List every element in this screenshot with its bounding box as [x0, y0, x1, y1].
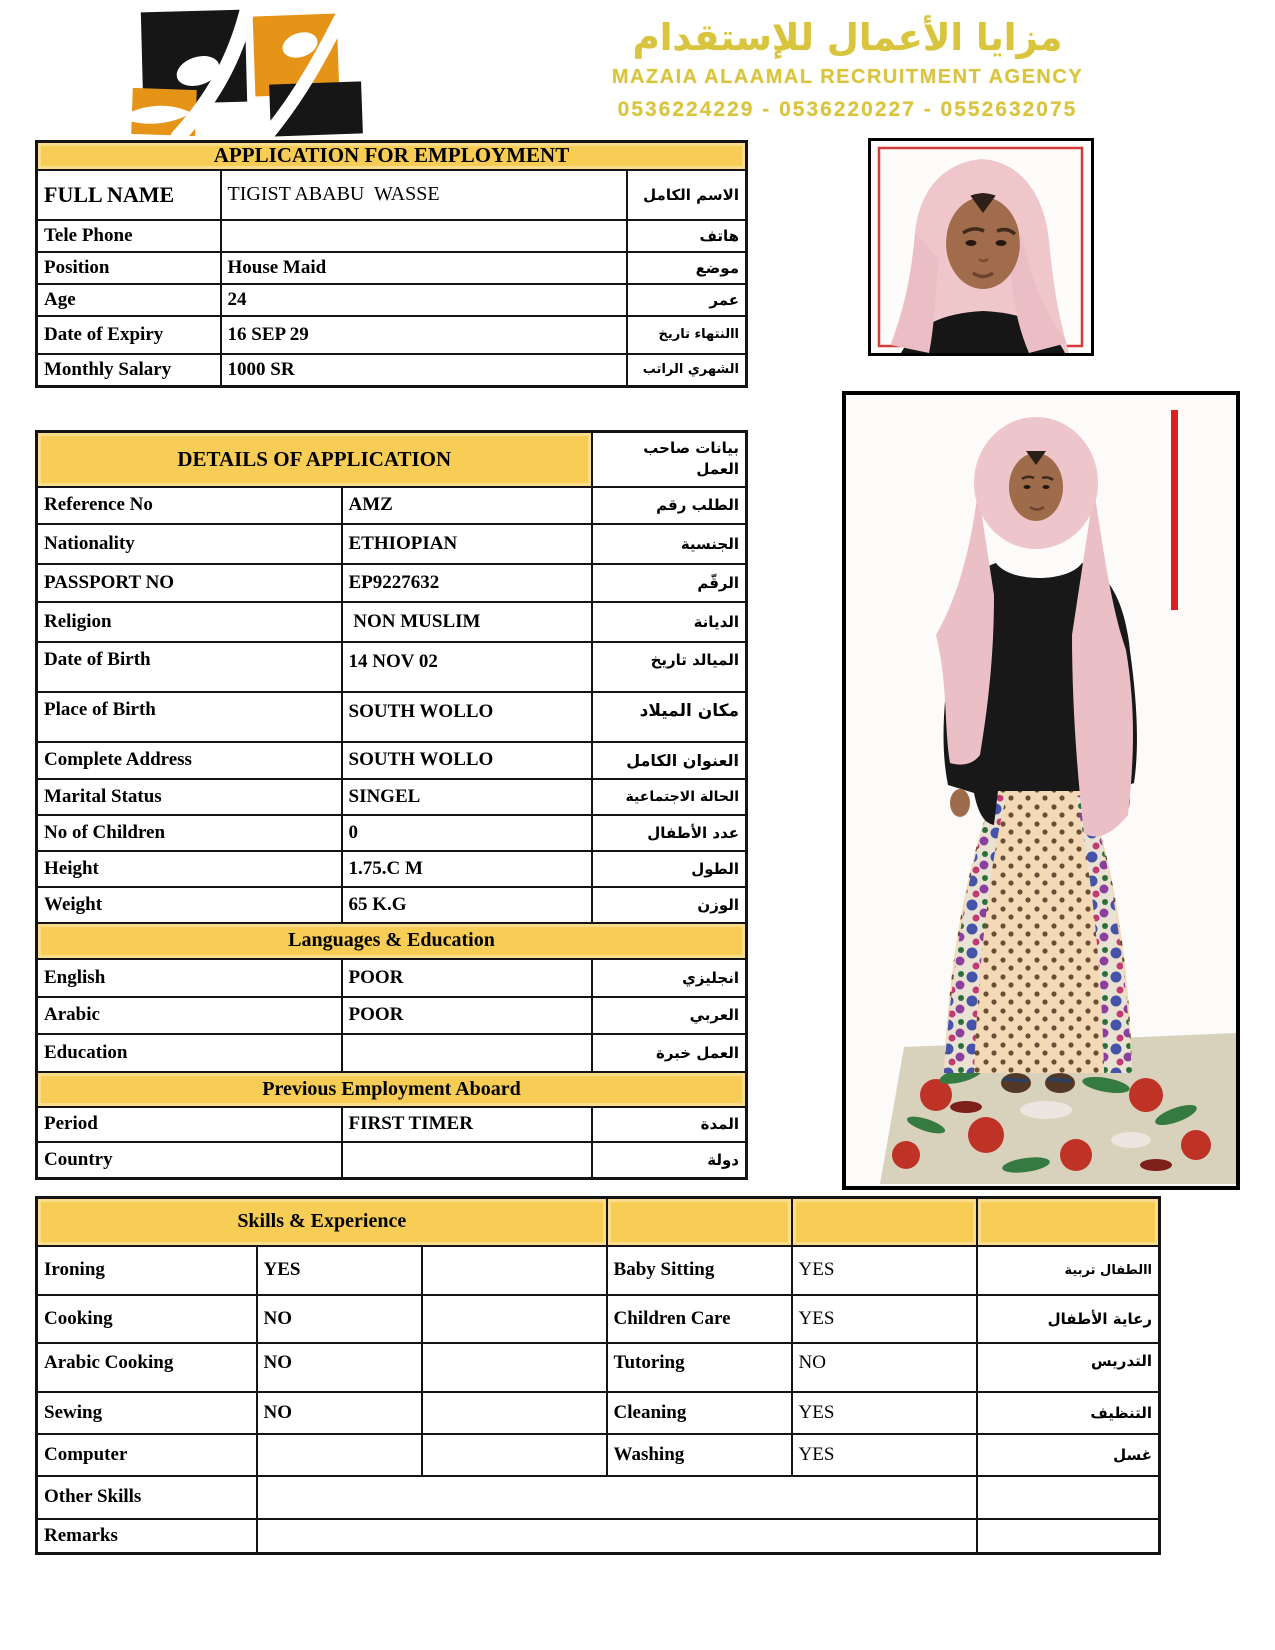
field-label-ar-religion: الديانة	[592, 602, 747, 642]
field-value-full-name: TIGIST ABABU WASSE	[221, 170, 627, 220]
field-label-ar-no-of-children: عدد الأطفال	[592, 815, 747, 851]
field-value-monthly-salary: 1000 SR	[221, 354, 627, 387]
field-label-education: Education	[37, 1034, 342, 1072]
field-value-age: 24	[221, 284, 627, 316]
agency-name-arabic: مزايا الأعمال للإستقدام	[632, 16, 1063, 59]
skill-label-arabic-cooking: Arabic Cooking	[37, 1343, 257, 1392]
skill-value-tutoring: NO	[792, 1343, 977, 1392]
field-value-period: FIRST TIMER	[342, 1107, 592, 1142]
details-table	[35, 430, 748, 1180]
field-label-date-of-expiry: Date of Expiry	[37, 316, 221, 354]
other-skills-ar-empty-cell	[977, 1476, 1160, 1519]
agency-phone-numbers: 0536224229 - 0536220227 - 0552632075	[617, 98, 1078, 122]
previous-employment-section-title: Previous Employment Aboard	[37, 1072, 747, 1107]
field-label-ar-period: المدة	[592, 1107, 747, 1142]
field-value-passport-no: EP9227632	[342, 564, 592, 602]
skill-empty-cell	[422, 1392, 607, 1434]
field-value-weight: 65 K.G	[342, 887, 592, 923]
field-label-place-of-birth: Place of Birth	[37, 692, 342, 742]
skill-label-sewing: Sewing	[37, 1392, 257, 1434]
field-label-arabic: Arabic	[37, 997, 342, 1034]
field-label-ar-date-of-birth: الميالد تاريخ	[592, 642, 747, 692]
skill-value-baby-sitting: YES	[792, 1246, 977, 1295]
applicant-fullbody-photo	[842, 391, 1240, 1190]
skill-empty-cell	[422, 1246, 607, 1295]
skill-label-ar-children-care: رعاية الأطفال	[977, 1295, 1160, 1343]
field-label-position: Position	[37, 252, 221, 284]
details-table-title-ar: بيانات صاحب العمل	[592, 432, 747, 487]
field-value-religion: NON MUSLIM	[342, 602, 592, 642]
field-value-arabic: POOR	[342, 997, 592, 1034]
skill-label-computer: Computer	[37, 1434, 257, 1476]
application-table	[35, 140, 748, 388]
field-value-date-of-expiry: 16 SEP 29	[221, 316, 627, 354]
skills-header-spacer-1	[607, 1198, 792, 1246]
field-label-english: English	[37, 959, 342, 997]
skill-label-ar-washing: غسل	[977, 1434, 1160, 1476]
field-label-ar-tele-phone: هاتف	[627, 220, 747, 252]
agency-logo-icon	[120, 5, 365, 138]
skill-value-ironing: YES	[257, 1246, 422, 1295]
skill-label-cooking: Cooking	[37, 1295, 257, 1343]
field-label-tele-phone: Tele Phone	[37, 220, 221, 252]
field-label-religion: Religion	[37, 602, 342, 642]
field-label-height: Height	[37, 851, 342, 887]
field-label-ar-place-of-birth: مكان الميلاد	[592, 692, 747, 742]
skill-label-ar-cleaning: التنظيف	[977, 1392, 1160, 1434]
field-value-nationality: ETHIOPIAN	[342, 524, 592, 564]
skills-header-spacer-2	[792, 1198, 977, 1246]
field-value-place-of-birth: SOUTH WOLLO	[342, 692, 592, 742]
skill-label-remarks: Remarks	[37, 1519, 257, 1554]
field-label-country: Country	[37, 1142, 342, 1179]
field-label-marital-status: Marital Status	[37, 779, 342, 815]
field-label-no-of-children: No of Children	[37, 815, 342, 851]
field-label-ar-monthly-salary: الشهري الراتب	[627, 354, 747, 387]
field-label-period: Period	[37, 1107, 342, 1142]
field-label-ar-complete-address: العنوان الكامل	[592, 742, 747, 779]
field-label-ar-reference-no: الطلب رقم	[592, 487, 747, 524]
skill-empty-cell	[422, 1434, 607, 1476]
skill-empty-cell	[422, 1295, 607, 1343]
skills-table-title: Skills & Experience	[37, 1198, 607, 1246]
skill-value-arabic-cooking: NO	[257, 1343, 422, 1392]
field-label-monthly-salary: Monthly Salary	[37, 354, 221, 387]
field-value-height: 1.75.C M	[342, 851, 592, 887]
field-label-ar-weight: الوزن	[592, 887, 747, 923]
skill-label-cleaning: Cleaning	[607, 1392, 792, 1434]
remarks-empty-cell	[257, 1519, 977, 1554]
field-label-ar-english: انجليزي	[592, 959, 747, 997]
skill-label-baby-sitting: Baby Sitting	[607, 1246, 792, 1295]
skills-header-spacer-3	[977, 1198, 1160, 1246]
skill-value-cooking: NO	[257, 1295, 422, 1343]
field-value-marital-status: SINGEL	[342, 779, 592, 815]
field-label-weight: Weight	[37, 887, 342, 923]
skill-label-ironing: Ironing	[37, 1246, 257, 1295]
field-value-tele-phone	[221, 220, 627, 252]
field-label-ar-nationality: الجنسية	[592, 524, 747, 564]
field-label-ar-date-of-expiry: االنتهاء تاريخ	[627, 316, 747, 354]
skill-value-computer	[257, 1434, 422, 1476]
remarks-ar-empty-cell	[977, 1519, 1160, 1554]
field-label-ar-country: دولة	[592, 1142, 747, 1179]
other-skills-empty-cell	[257, 1476, 977, 1519]
skill-value-sewing: NO	[257, 1392, 422, 1434]
field-label-reference-no: Reference No	[37, 487, 342, 524]
skill-value-children-care: YES	[792, 1295, 977, 1343]
skill-empty-cell	[422, 1343, 607, 1392]
field-value-education	[342, 1034, 592, 1072]
field-label-ar-full-name: الاسم الكامل	[627, 170, 747, 220]
field-value-position: House Maid	[221, 252, 627, 284]
field-label-ar-age: عمر	[627, 284, 747, 316]
field-label-full-name: FULL NAME	[37, 170, 221, 220]
skill-label-children-care: Children Care	[607, 1295, 792, 1343]
field-value-no-of-children: 0	[342, 815, 592, 851]
field-label-ar-arabic: العربي	[592, 997, 747, 1034]
field-value-country	[342, 1142, 592, 1179]
skill-label-ar-baby-sitting: االطفال تربية	[977, 1246, 1160, 1295]
field-value-complete-address: SOUTH WOLLO	[342, 742, 592, 779]
skill-label-washing: Washing	[607, 1434, 792, 1476]
skill-label-other-skills: Other Skills	[37, 1476, 257, 1519]
field-label-passport-no: PASSPORT NO	[37, 564, 342, 602]
field-label-ar-position: موضع	[627, 252, 747, 284]
field-label-age: Age	[37, 284, 221, 316]
skills-table	[35, 1196, 1161, 1555]
languages-section-title: Languages & Education	[37, 923, 747, 959]
field-label-ar-education: العمل خبرة	[592, 1034, 747, 1072]
details-table-title: DETAILS OF APPLICATION	[37, 432, 592, 487]
skill-label-tutoring: Tutoring	[607, 1343, 792, 1392]
agency-name-english: MAZAIA ALAAMAL RECRUITMENT AGENCY	[611, 66, 1084, 89]
skill-value-cleaning: YES	[792, 1392, 977, 1434]
application-table-title: APPLICATION FOR EMPLOYMENT	[37, 142, 747, 170]
field-label-ar-passport-no: الرقّم	[592, 564, 747, 602]
field-value-date-of-birth: 14 NOV 02	[342, 642, 592, 692]
field-label-date-of-birth: Date of Birth	[37, 642, 342, 692]
field-value-reference-no: AMZ	[342, 487, 592, 524]
field-value-english: POOR	[342, 959, 592, 997]
field-label-complete-address: Complete Address	[37, 742, 342, 779]
field-label-ar-marital-status: الحالة الاجتماعية	[592, 779, 747, 815]
agency-header	[520, 16, 1175, 122]
field-label-nationality: Nationality	[37, 524, 342, 564]
skill-label-ar-tutoring: التدريس	[977, 1343, 1160, 1392]
skill-value-washing: YES	[792, 1434, 977, 1476]
field-label-ar-height: الطول	[592, 851, 747, 887]
applicant-headshot-photo	[868, 138, 1094, 356]
